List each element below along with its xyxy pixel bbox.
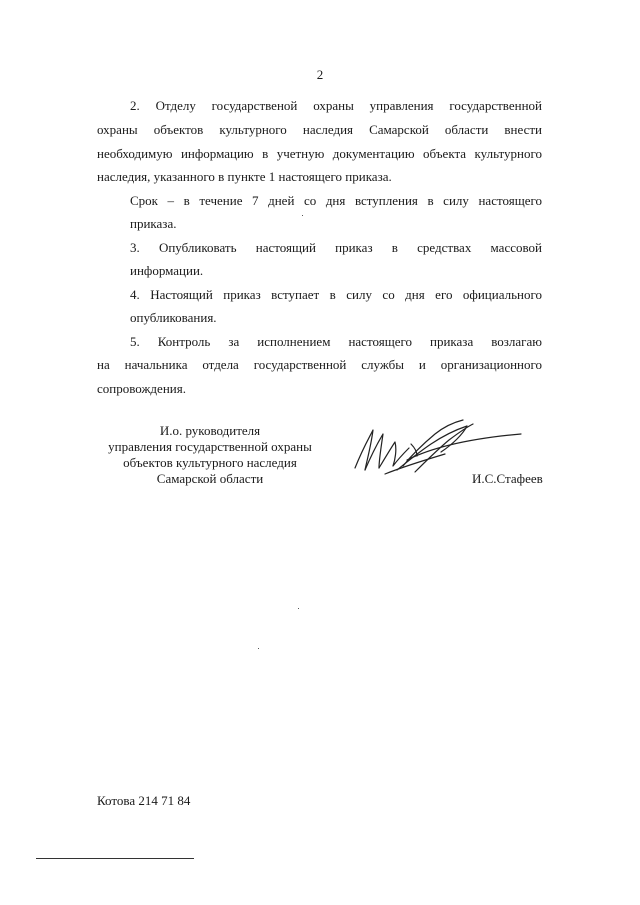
position-line: И.о. руководителя <box>159 423 261 438</box>
paragraph-5-line-1: 5. Контроль за исполнением настоящего приказа возлагаю <box>130 334 542 349</box>
paragraph-1-line-1: 2. Отделу государственой охраны управления государственной <box>130 98 542 113</box>
paragraph-5-line-2: на начальника отдела государственной службы и организационного <box>97 357 542 372</box>
position-line: управления государственной охраны <box>108 439 312 454</box>
scan-speck <box>302 215 303 216</box>
scan-speck <box>258 648 259 649</box>
position-line: Самарской области <box>156 471 264 486</box>
paragraph-4-line-2: опубликования. <box>130 310 217 325</box>
paragraph-2-line-2: приказа. <box>130 216 177 231</box>
position-line: объектов культурного наследия <box>123 455 297 470</box>
paragraph-2-line-1: Срок – в течение 7 дней со дня вступления в силу настоящего <box>130 193 542 208</box>
page-number: 2 <box>316 67 324 82</box>
footer-divider <box>36 858 194 859</box>
paragraph-1-line-2: охраны объектов культурного наследия Самарской области внести <box>97 122 542 137</box>
scan-speck <box>298 608 299 609</box>
executor-contact: Котова 214 71 84 <box>97 793 191 808</box>
paragraph-4-line-1: 4. Настоящий приказ вступает в силу со дня его официального <box>130 287 542 302</box>
signer-name: И.С.Стафеев <box>472 471 543 486</box>
paragraph-3-line-2: информации. <box>130 263 204 278</box>
paragraph-1-line-3: необходимую информацию в учетную документацию объекта культурного <box>97 146 542 161</box>
paragraph-5-line-3: сопровождения. <box>97 381 186 396</box>
paragraph-3-line-1: 3. Опубликовать настоящий приказ в средствах массовой <box>130 240 542 255</box>
signatory-position <box>80 423 340 487</box>
paragraph-1-line-4: наследия, указанного в пункте 1 настоящего приказа. <box>97 169 392 184</box>
